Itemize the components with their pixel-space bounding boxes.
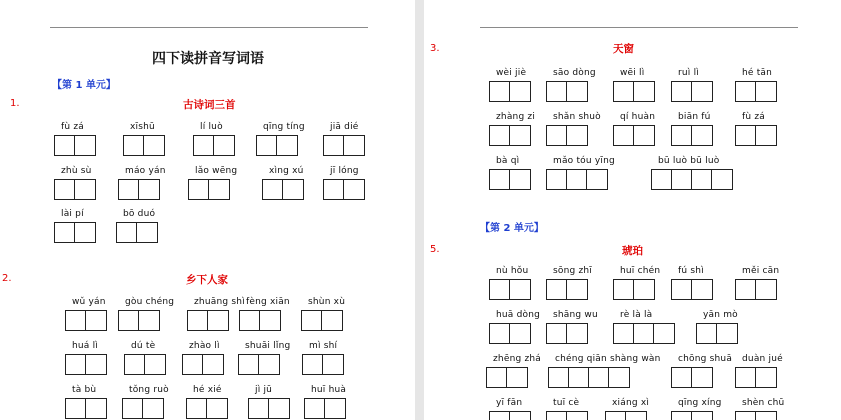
writing-cell[interactable] [143,399,163,418]
writing-boxes[interactable] [301,310,343,331]
writing-boxes[interactable] [546,125,588,146]
writing-cell[interactable] [86,399,106,418]
writing-cell[interactable] [654,324,674,343]
pinyin-label: tǒng ruò [129,385,169,395]
writing-boxes[interactable] [65,398,107,419]
pinyin-label: tuī cè [553,398,580,408]
writing-cell[interactable] [137,223,157,242]
pinyin-label: zhào lì [189,341,220,351]
writing-cell[interactable] [652,170,672,189]
writing-boxes[interactable] [671,367,713,388]
writing-cell[interactable] [614,324,634,343]
writing-cell[interactable] [614,126,634,145]
writing-boxes[interactable] [671,279,713,300]
pinyin-label: xīshū [130,122,155,132]
writing-cell[interactable] [119,311,139,330]
pinyin-label: dú tè [131,341,156,351]
writing-cell[interactable] [634,82,654,101]
writing-cell[interactable] [567,280,587,299]
writing-cell[interactable] [239,355,259,374]
pinyin-label: wǔ yán [72,297,106,307]
writing-cell[interactable] [303,355,323,374]
writing-cell[interactable] [736,280,756,299]
writing-cell[interactable] [490,170,510,189]
writing-cell[interactable] [66,399,86,418]
writing-boxes[interactable] [489,169,531,190]
writing-cell[interactable] [606,412,626,420]
section-number: 1. [10,98,20,109]
writing-boxes[interactable] [248,398,290,419]
writing-cell[interactable] [547,170,567,189]
writing-cell[interactable] [260,311,280,330]
writing-cell[interactable] [263,180,283,199]
writing-boxes[interactable] [671,411,713,420]
writing-cell[interactable] [510,412,530,420]
writing-cell[interactable] [55,180,75,199]
writing-boxes[interactable] [323,135,365,156]
section-number: 5. [430,244,440,255]
writing-boxes[interactable] [546,169,608,190]
pinyin-label: měi cān [742,266,780,276]
writing-cell[interactable] [736,126,756,145]
writing-cell[interactable] [66,355,86,374]
pinyin-label: wèi jiè [496,68,527,78]
writing-cell[interactable] [712,170,732,189]
writing-cell[interactable] [139,311,159,330]
pinyin-label: yī fān [496,398,523,408]
writing-cell[interactable] [567,324,587,343]
lesson-title: 古诗词三首 [183,99,236,111]
pinyin-label: jī lóng [330,166,359,176]
writing-boxes[interactable] [613,81,655,102]
pinyin-label: fú shì [678,266,704,276]
pinyin-label: shuāi lǐng [245,341,291,351]
pinyin-label: jì jū [255,385,273,395]
writing-cell[interactable] [736,82,756,101]
pinyin-label: shùn xù [308,297,346,307]
writing-boxes[interactable] [124,354,166,375]
pinyin-label: shāng wu [553,310,598,320]
writing-boxes[interactable] [546,411,588,420]
writing-cell[interactable] [302,311,322,330]
writing-cell[interactable] [672,170,692,189]
writing-cell[interactable] [692,126,712,145]
writing-cell[interactable] [589,368,609,387]
writing-cell[interactable] [614,280,634,299]
writing-cell[interactable] [672,126,692,145]
writing-cell[interactable] [259,355,279,374]
writing-cell[interactable] [269,399,289,418]
writing-cell[interactable] [736,412,756,420]
writing-cell[interactable] [325,399,345,418]
writing-cell[interactable] [756,126,776,145]
writing-boxes[interactable] [239,310,281,331]
pinyin-label: gòu chéng [125,297,175,307]
writing-boxes[interactable] [489,81,531,102]
writing-cell[interactable] [634,126,654,145]
writing-cell[interactable] [567,126,587,145]
writing-boxes[interactable] [735,125,777,146]
pinyin-label: shǎn shuò [553,112,601,122]
pinyin-label: fù zá [742,112,765,122]
writing-boxes[interactable] [54,222,96,243]
writing-cell[interactable] [510,126,530,145]
writing-boxes[interactable] [671,125,713,146]
pinyin-label: chéng qiān shàng wàn [555,354,661,364]
pinyin-label: shèn chū [742,398,785,408]
pinyin-label: wēi lì [620,68,645,78]
writing-cell[interactable] [490,324,510,343]
writing-cell[interactable] [125,355,145,374]
pinyin-label: chōng shuā [678,354,733,364]
section-number: 2. [2,273,12,284]
writing-cell[interactable] [672,412,692,420]
pinyin-label: lài pí [61,209,84,219]
pinyin-label: fèng xiān [246,297,290,307]
writing-cell[interactable] [240,311,260,330]
writing-boxes[interactable] [118,179,160,200]
pinyin-label: huī chén [620,266,661,276]
writing-boxes[interactable] [489,323,531,344]
writing-cell[interactable] [547,280,567,299]
writing-cell[interactable] [208,311,228,330]
writing-boxes[interactable] [193,135,235,156]
writing-cell[interactable] [55,136,75,155]
writing-boxes[interactable] [605,411,647,420]
writing-boxes[interactable] [182,354,224,375]
pinyin-label: qí huàn [620,112,656,122]
page-title: 四下读拼音写词语 [152,51,264,67]
lesson-title: 天窗 [613,43,634,55]
writing-cell[interactable] [145,355,165,374]
writing-boxes[interactable] [65,310,107,331]
pinyin-label: tà bù [72,385,97,395]
writing-cell[interactable] [55,223,75,242]
writing-boxes[interactable] [262,179,304,200]
writing-cell[interactable] [634,280,654,299]
writing-boxes[interactable] [546,323,588,344]
writing-cell[interactable] [490,280,510,299]
writing-cell[interactable] [736,368,756,387]
writing-cell[interactable] [144,136,164,155]
pinyin-label: huī huà [311,385,347,395]
pinyin-label: mǎo tóu yīng [553,156,615,166]
writing-cell[interactable] [547,126,567,145]
writing-boxes[interactable] [122,398,164,419]
lesson-title: 乡下人家 [186,274,228,286]
pinyin-label: nù hǒu [496,266,529,276]
writing-cell[interactable] [322,311,342,330]
pinyin-label: bà qì [496,156,520,166]
pinyin-label: xiáng xì [612,398,650,408]
writing-cell[interactable] [756,82,776,101]
pinyin-label: biān fú [678,112,711,122]
writing-cell[interactable] [75,223,95,242]
writing-cell[interactable] [75,180,95,199]
writing-cell[interactable] [344,180,364,199]
writing-cell[interactable] [507,368,527,387]
writing-cell[interactable] [277,136,297,155]
writing-cell[interactable] [510,82,530,101]
writing-boxes[interactable] [651,169,733,190]
writing-boxes[interactable] [735,279,777,300]
writing-cell[interactable] [66,311,86,330]
writing-boxes[interactable] [187,310,229,331]
writing-cell[interactable] [510,324,530,343]
pinyin-label: duàn jué [742,354,783,364]
writing-cell[interactable] [249,399,269,418]
writing-cell[interactable] [756,280,776,299]
writing-cell[interactable] [203,355,223,374]
pinyin-label: lǎo wēng [195,166,238,176]
writing-cell[interactable] [547,412,567,420]
writing-boxes[interactable] [489,125,531,146]
section-number: 3. [430,43,440,54]
writing-boxes[interactable] [323,179,365,200]
writing-cell[interactable] [490,82,510,101]
pinyin-label: rè là là [620,310,653,320]
writing-cell[interactable] [672,82,692,101]
writing-cell[interactable] [510,170,530,189]
pinyin-label: hé tān [742,68,773,78]
writing-boxes[interactable] [548,367,630,388]
writing-cell[interactable] [324,180,344,199]
pinyin-label: zhuāng shì [194,297,245,307]
writing-cell[interactable] [549,368,569,387]
writing-cell[interactable] [183,355,203,374]
writing-boxes[interactable] [489,279,531,300]
writing-cell[interactable] [324,136,344,155]
pinyin-label: huā dòng [496,310,541,320]
writing-cell[interactable] [188,311,208,330]
lesson-title: 琥珀 [622,245,643,257]
pinyin-label: bū luò bū luò [658,156,720,166]
writing-cell[interactable] [717,324,737,343]
writing-boxes[interactable] [54,179,96,200]
writing-cell[interactable] [510,280,530,299]
writing-boxes[interactable] [546,81,588,102]
pinyin-label: sōng zhī [553,266,593,276]
writing-cell[interactable] [692,280,712,299]
writing-cell[interactable] [194,136,214,155]
writing-cell[interactable] [569,368,589,387]
writing-boxes[interactable] [54,135,96,156]
pinyin-label: jiā dié [330,122,359,132]
pinyin-label: qīng xíng [678,398,722,408]
pinyin-label: fù zá [61,122,84,132]
writing-cell[interactable] [567,412,587,420]
writing-cell[interactable] [117,223,137,242]
pinyin-label: yān mò [703,310,738,320]
writing-cell[interactable] [209,180,229,199]
header-rule [50,27,368,28]
pinyin-label: xìng xú [269,166,304,176]
writing-cell[interactable] [487,368,507,387]
writing-cell[interactable] [86,311,106,330]
writing-boxes[interactable] [486,367,528,388]
writing-cell[interactable] [75,136,95,155]
worksheet-page-1 [0,0,415,420]
pinyin-label: qīng tíng [263,122,305,132]
writing-boxes[interactable] [118,310,160,331]
writing-cell[interactable] [609,368,629,387]
pinyin-label: huá lì [72,341,98,351]
writing-cell[interactable] [344,136,364,155]
writing-cell[interactable] [692,82,712,101]
writing-boxes[interactable] [186,398,228,419]
writing-boxes[interactable] [304,398,346,419]
writing-cell[interactable] [697,324,717,343]
writing-cell[interactable] [547,82,567,101]
writing-cell[interactable] [756,412,776,420]
writing-boxes[interactable] [116,222,158,243]
pinyin-label: hé xié [193,385,222,395]
writing-cell[interactable] [123,399,143,418]
unit-heading: 【第 1 单元】 [52,80,116,91]
writing-boxes[interactable] [489,411,531,420]
pinyin-label: zhù sù [61,166,92,176]
pinyin-label: máo yán [125,166,166,176]
writing-cell[interactable] [567,82,587,101]
writing-boxes[interactable] [613,279,655,300]
writing-boxes[interactable] [188,179,230,200]
unit-heading: 【第 2 单元】 [480,223,544,234]
writing-boxes[interactable] [65,354,107,375]
writing-boxes[interactable] [671,81,713,102]
writing-cell[interactable] [139,180,159,199]
writing-boxes[interactable] [735,367,777,388]
writing-cell[interactable] [490,412,510,420]
writing-cell[interactable] [672,280,692,299]
writing-cell[interactable] [490,126,510,145]
writing-cell[interactable] [587,170,607,189]
writing-cell[interactable] [207,399,227,418]
writing-cell[interactable] [323,355,343,374]
writing-cell[interactable] [567,170,587,189]
writing-cell[interactable] [257,136,277,155]
writing-cell[interactable] [124,136,144,155]
writing-cell[interactable] [189,180,209,199]
writing-boxes[interactable] [123,135,165,156]
writing-boxes[interactable] [735,81,777,102]
header-rule [480,27,798,28]
pinyin-label: zhēng zhá [493,354,541,364]
writing-cell[interactable] [547,324,567,343]
writing-cell[interactable] [692,368,712,387]
writing-boxes[interactable] [256,135,298,156]
writing-boxes[interactable] [546,279,588,300]
pinyin-label: bō duó [123,209,156,219]
pinyin-label: zhàng zi [496,112,536,122]
writing-cell[interactable] [634,324,654,343]
writing-boxes[interactable] [238,354,280,375]
writing-cell[interactable] [692,412,712,420]
pinyin-label: mì shí [309,341,338,351]
writing-cell[interactable] [214,136,234,155]
worksheet-page-2 [424,0,841,420]
pinyin-label: ruì lì [678,68,699,78]
pinyin-label: lí luò [200,122,223,132]
writing-boxes[interactable] [735,411,777,420]
writing-boxes[interactable] [613,125,655,146]
writing-cell[interactable] [283,180,303,199]
writing-boxes[interactable] [613,323,675,344]
writing-cell[interactable] [672,368,692,387]
writing-boxes[interactable] [696,323,738,344]
writing-cell[interactable] [187,399,207,418]
writing-cell[interactable] [626,412,646,420]
writing-cell[interactable] [86,355,106,374]
writing-cell[interactable] [305,399,325,418]
writing-cell[interactable] [119,180,139,199]
pinyin-label: sāo dòng [553,68,596,78]
writing-cell[interactable] [692,170,712,189]
writing-boxes[interactable] [302,354,344,375]
writing-cell[interactable] [756,368,776,387]
writing-cell[interactable] [614,82,634,101]
